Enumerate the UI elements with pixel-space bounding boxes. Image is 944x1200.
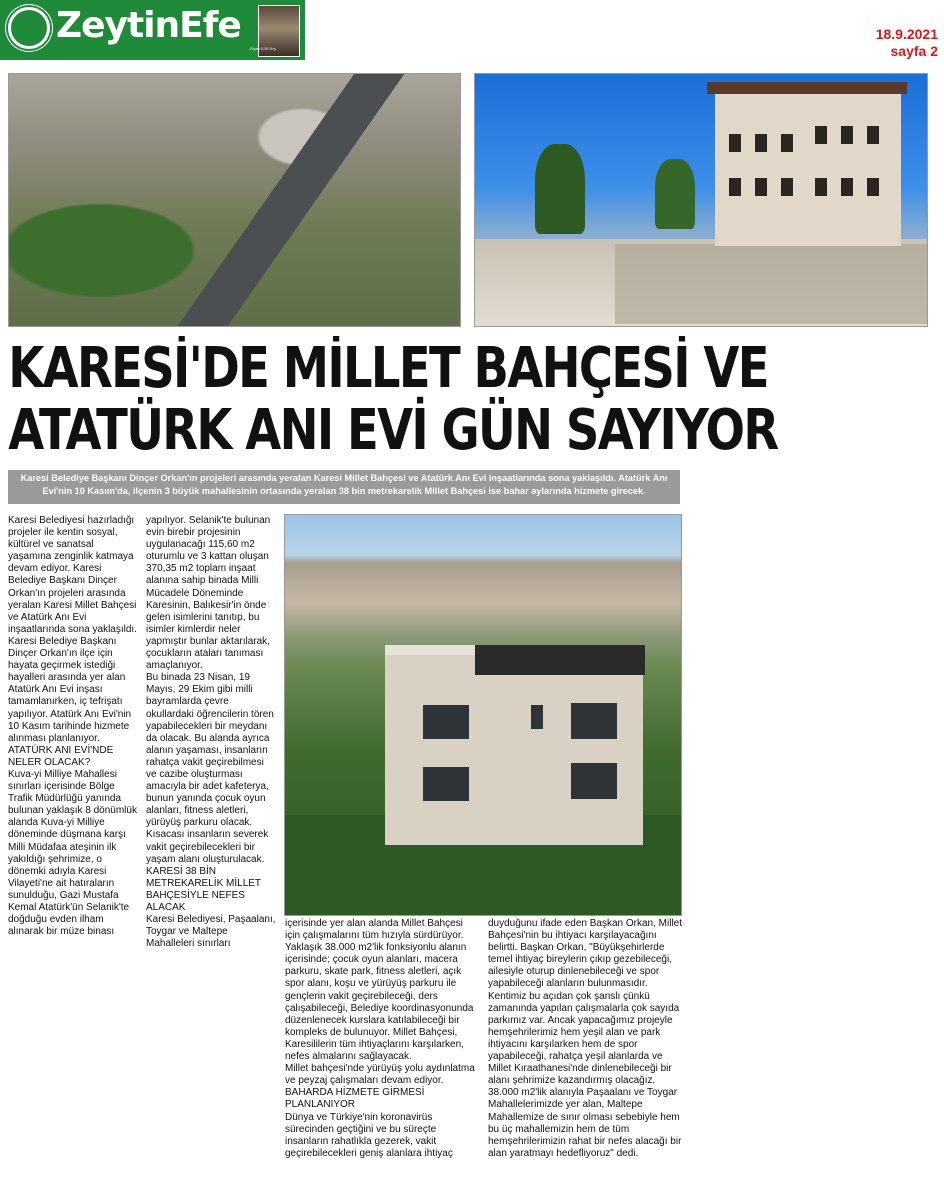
subheading: ATATÜRK ANI EVİ'NDE NELER OLACAK?	[8, 744, 114, 768]
paragraph: içerisinde yer alan alanda Millet Bahçesi için çalışmalarını tüm hızıyla sürdürüyor. Yaklaşık 38.000 m2'lik fonksiyonlu alanın içerisinde; çocuk oyun alanları, macera parkuru, skate park, fitness aletleri, açık spor alanı, koşu ve yürüyüş parkuru ile gençlerin vakit geçirebileceği, ders çalışabileceği, Belediye koordinasyonunda düzenlenecek kurslara katılabileceği bir kompleks de bulunuyor. Millet Bahçesi, Karesililerin tüm ihtiyaçlarını karşılarken, nefes almalarını sağlayacak.	[285, 918, 474, 1063]
issue-date: 18.9.2021	[875, 26, 938, 42]
article-column-2	[146, 515, 276, 950]
masthead	[0, 0, 305, 60]
headline-line-2: ATATÜRK ANI EVİ GÜN SAYIYOR	[8, 398, 778, 463]
article-column-1	[8, 515, 138, 938]
newspaper-logo: ZeytinEfe	[56, 5, 241, 46]
paragraph: Millet bahçesi'nde yürüyüş yolu aydınlatma ve peyzaj çalışmaları devam ediyor.	[285, 1063, 475, 1087]
article-column-3	[285, 918, 480, 1160]
paragraph: yapılıyor. Selanik'te bulunan evin birebir projesinin uygulanacağı 115,60 m2 oturumlu ve 3 kattan oluşan 370,35 m2 toplam inşaat alanına sahip binada Milli Mücadele Döneminde Karesinin, Balıkesir'in önde gelen isimlerini tanıtıp, bu isimler kimlerdir neler yapmıştır bunlar aktarılarak, çocukların ataları tanıması amaçlanıyor.	[146, 515, 271, 672]
logo-tagline: Fiyatı 0,30 Krş	[250, 46, 276, 51]
subheading: KARESİ 38 BİN METREKARELİK MİLLET BAHÇESİYLE NEFES ALACAK	[146, 865, 261, 913]
headline	[0, 338, 792, 462]
headline-line-1: KARESİ'DE MİLLET BAHÇESİ VE	[8, 336, 768, 401]
paragraph: duyduğunu ifade eden Başkan Orkan, Millet Bahçesi'nin bu ihtiyacı karşılayacağını belirtti. Başkan Orkan, "Büyükşehirlerde temel ihtiyaç bireylerin çıkıp gezebileceği, ailesiyle oturup dinlenebileceği ve spor yapabileceği alanların bulunmasıdır. Kentimiz bu açıdan çok şanslı çünkü zamanında yapılan çalışmalarla çok sayıda parkımız var. Ancak yapacağımız projeyle hemşehrilerimiz hem yeşil alan ve park ihtiyacını karşılarken hem de spor yapabileceği, rahatça yeşil alanlarda ve Millet Kıraathanesi'nde dinlenebileceği bir alanı şehrimize kazandırmış olacağız. 38.000 m2'lik alanıyla Paşaalanı ve Toygar Mahallelerimizde yer alan, Maltepe Mahallemize de sınır olması sebebiyle hem bu üç mahallemizin hem de tüm hemşehrilerimizin rahat bir nefes alacağı bir alan yaratmayı hedefliyoruz" dedi.	[488, 918, 683, 1159]
paragraph: Karesi Belediyesi, Paşaalanı, Toygar ve Maltepe Mahalleleri sınırları	[146, 914, 276, 950]
millet-bahcesi-building-photo	[284, 514, 682, 916]
paragraph: Bu binada 23 Nisan, 19 Mayıs, 29 Ekim gibi milli bayramlarda çevre okullardaki öğrencilerin tören yapabilecekleri bir meydanı da olacak. Bu alanda ayrıca alanın yaşaması, insanların rahatça vakit geçirebilmesi ve cazibe oluşturması amacıyla bir adet kafeterya, bunun yanında çocuk oyun alanları, fitness aletleri, yürüyüş parkuru olacak. Kısacası insanların severek vakit geçirebilecekleri bir yaşam alanı oluşturulacak.	[146, 672, 274, 865]
page-number: sayfa 2	[890, 43, 938, 59]
subheading: BAHARDA HİZMETE GİRMESİ PLANLANIYOR	[285, 1087, 425, 1111]
paragraph: Dünya ve Türkiye'nin koronavirüs sürecinden geçtiğini ve bu süreçte insanların rahatlıkla gezerek, vakit geçirebilecekleri geniş alanlara ihtiyaç	[285, 1111, 453, 1159]
paragraph: Karesi Belediyesi hazırladığı projeler ile kentin sosyal, kültürel ve sanatsal yaşamına zenginlik katmaya devam ediyor. Karesi Belediye Başkanı Dinçer Orkan'ın projeleri arasında yeralan Karesi Millet Bahçesi ve Atatürk Anı Evi inşaatlarında sona yaklaşıldı. Karesi Belediye Başkanı Dinçer Orkan'ın ilçe için hayata geçirmek istediği hayalleri arasında yer alan Atatürk Anı Evi inşası tamamlanırken, iç tefrişatı yapılıyor. Atatürk Anı Evi'nin 10 Kasım tarihinde hizmete alınması planlanıyor.	[8, 515, 137, 744]
lede-summary: Karesi Belediye Başkanı Dinçer Orkan'ın projeleri arasında yeralan Karesi Millet Bahçesi ve Atatürk Anı Evi inşaatlarında sona yaklaşıldı. Atatürk Anı Evi'nin 10 Kasım'da, ilçenin 3 büyük mahallesinin ortasında yeralan 38 bin metrekarelik Millet Bahçesi ise bahar aylarında hizmete girecek.	[8, 470, 680, 504]
article-column-4	[488, 918, 683, 1160]
aerial-city-photo	[8, 73, 461, 327]
ataturk-house-photo	[474, 73, 928, 327]
issue-date-block	[876, 26, 938, 60]
olive-branch-logo-icon	[5, 4, 53, 52]
paragraph: Kuva-yi Milliye Mahallesi sınırları içerisinde Bölge Trafik Müdürlüğü yanında bulunan yaklaşık 8 dönümlük alanda Kuva-yi Milliye döneminde düşmana karşı Milli Müdafaa ateşinin ilk yakıldığı şehrimize, o dönemki adıyla Karesi Vilayeti'ne ait hatıraların sunulduğu, Gazi Mustafa Kemal Atatürk'ün Selanik'te doğduğu evden ilham alınarak bir müze binası	[8, 768, 137, 938]
